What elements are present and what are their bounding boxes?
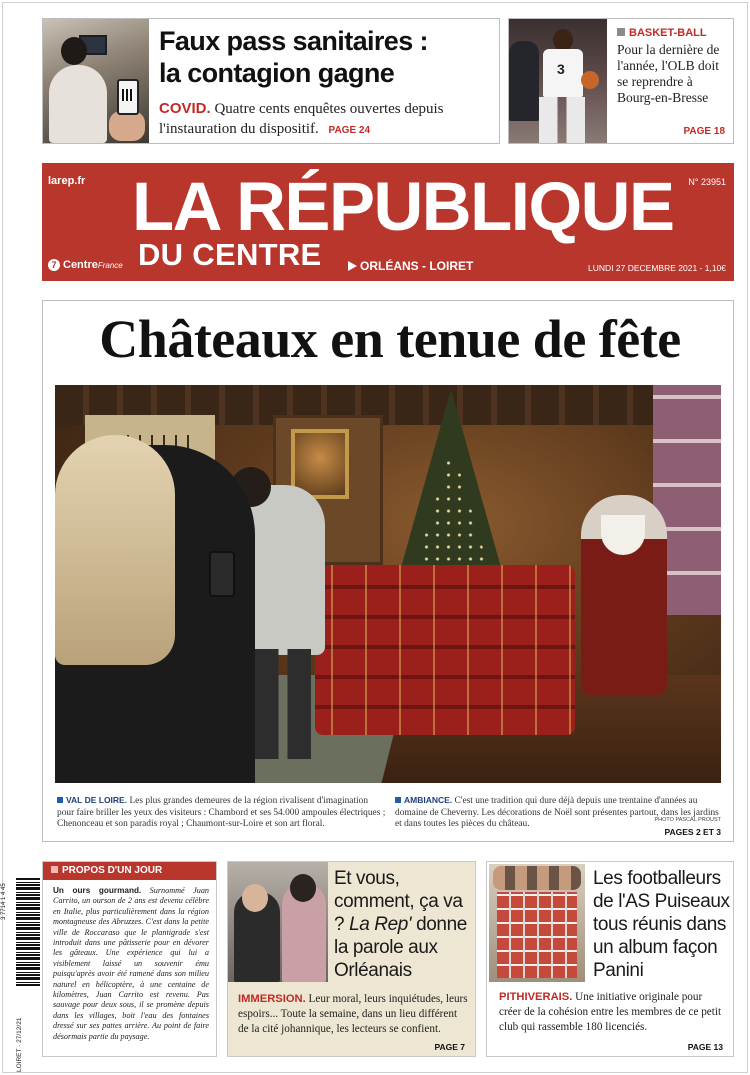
main-photo (55, 385, 721, 783)
covid-page-ref: PAGE 24 (328, 125, 371, 136)
propos-text: Un ours gourmand. Surnommé Juan Carrito, un ourson de 2 ans est devenu célèbre en Italie, plus particulièrement dans la région montagneuse des Abruzzes. C'est dans la petite ville de Roccaraso que le plantigrade s'est introduit dans une pâtisserie pour en dévorer les gâteaux. Une expérience qui lui a visiblement laissé un souvenir ému puisqu'après avoir été ramené dans son milieu naturel en hélicoptère, à une centaine de kilomètres, Juan Carrito est revenu. Pas sauvage pour deux sous, il se promène depuis dans les villages, boit l'eau des fontaines dressé sur ses pattes arrière. Au point de faire désormais partie du paysage. (53, 886, 210, 1041)
basket-kicker: BASKET-BALL (617, 27, 707, 39)
basket-photo: 3 (509, 19, 607, 143)
photo-credit: PHOTO PASCAL PROUST (654, 817, 721, 823)
arrow-right-icon (348, 261, 357, 271)
basketball-icon (581, 71, 599, 89)
teaser-basket[interactable] (508, 18, 734, 144)
site-url[interactable]: larep.fr (48, 175, 86, 187)
caption-right: AMBIANCE. C'est une tradition qui dure déjà depuis une trentaine d'années au domaine de Cheverny. Les décorations de Noël sont présentes partout, dans les jardins et dans toutes les pièces du château. (395, 795, 719, 829)
qr-phone-icon (117, 79, 139, 115)
vous-page-ref: PAGE 7 (434, 1042, 465, 1052)
edition-label: ORLÉANS - LOIRET (348, 259, 473, 273)
basket-summary: Pour la dernière de l'année, l'OLB doit se reprendre à Bourg-en-Bresse (617, 42, 720, 105)
square-bullet-icon (57, 797, 63, 803)
covid-photo (43, 19, 149, 143)
group-logo: 7 CentreFrance (48, 259, 123, 271)
issue-number: N° 23951 (688, 177, 726, 187)
masthead (42, 163, 734, 281)
covid-title: Faux pass sanitaires : la contagion gagne (159, 26, 428, 88)
teaser-covid[interactable] (42, 18, 500, 144)
barcode (16, 878, 40, 986)
vous-summary: IMMERSION. Leur moral, leurs inquiétudes, leurs espoirs... Toute la semaine, dans un lieu différent de la cité johannique, les lecteurs se confient. (238, 993, 468, 1035)
centre-france-icon: 7 (48, 259, 60, 271)
basket-page-ref: PAGE 18 (683, 126, 725, 137)
foot-summary: PITHIVERAIS. Une initiative originale pour créer de la cohésion entre les membres de ce petit club qui rassemble 180 licenciés. (499, 991, 722, 1033)
barcode-number: 3 7714 1 4 45 (1, 883, 7, 920)
main-headline: Châteaux en tenue de fête (99, 309, 681, 369)
newspaper-subname: DU CENTRE (138, 237, 322, 272)
covid-summary: COVID. Quatre cents enquêtes ouvertes depuis l'instauration du dispositif. PAGE 24 (159, 100, 444, 137)
date-price: LUNDI 27 DECEMBRE 2021 - 1,10€ (588, 263, 726, 273)
main-pages-ref: PAGES 2 ET 3 (664, 827, 721, 837)
foot-page-ref: PAGE 13 (687, 1042, 723, 1052)
edition-vertical-info: LOIRET · 27/12/21 (16, 1017, 23, 1072)
newspaper-name: LA RÉPUBLIQUE (132, 168, 674, 245)
vous-title: Et vous, comment, ça va ? La Rep' donne la parole aux Orléanais (334, 868, 467, 981)
caption-left: VAL DE LOIRE. Les plus grandes demeures de la région rivalisent d'imagination pour faire briller les yeux des visiteurs : Chambord et ses 54.000 ampoules électriques ; Chenonceau et son paradis royal ; Chaumont-sur-Loire et son art floral. (57, 795, 386, 829)
foot-title: Les footballeurs de l'AS Puiseaux tous réunis dans un album façon Panini (593, 868, 730, 981)
propos-column[interactable] (42, 861, 217, 1057)
main-story[interactable] (42, 300, 734, 842)
foot-photo (489, 864, 585, 982)
square-bullet-icon (395, 797, 401, 803)
foot-column[interactable] (486, 861, 734, 1057)
propos-band: PROPOS D'UN JOUR (43, 862, 216, 880)
vous-column[interactable] (227, 861, 476, 1057)
vous-photo (228, 862, 328, 982)
